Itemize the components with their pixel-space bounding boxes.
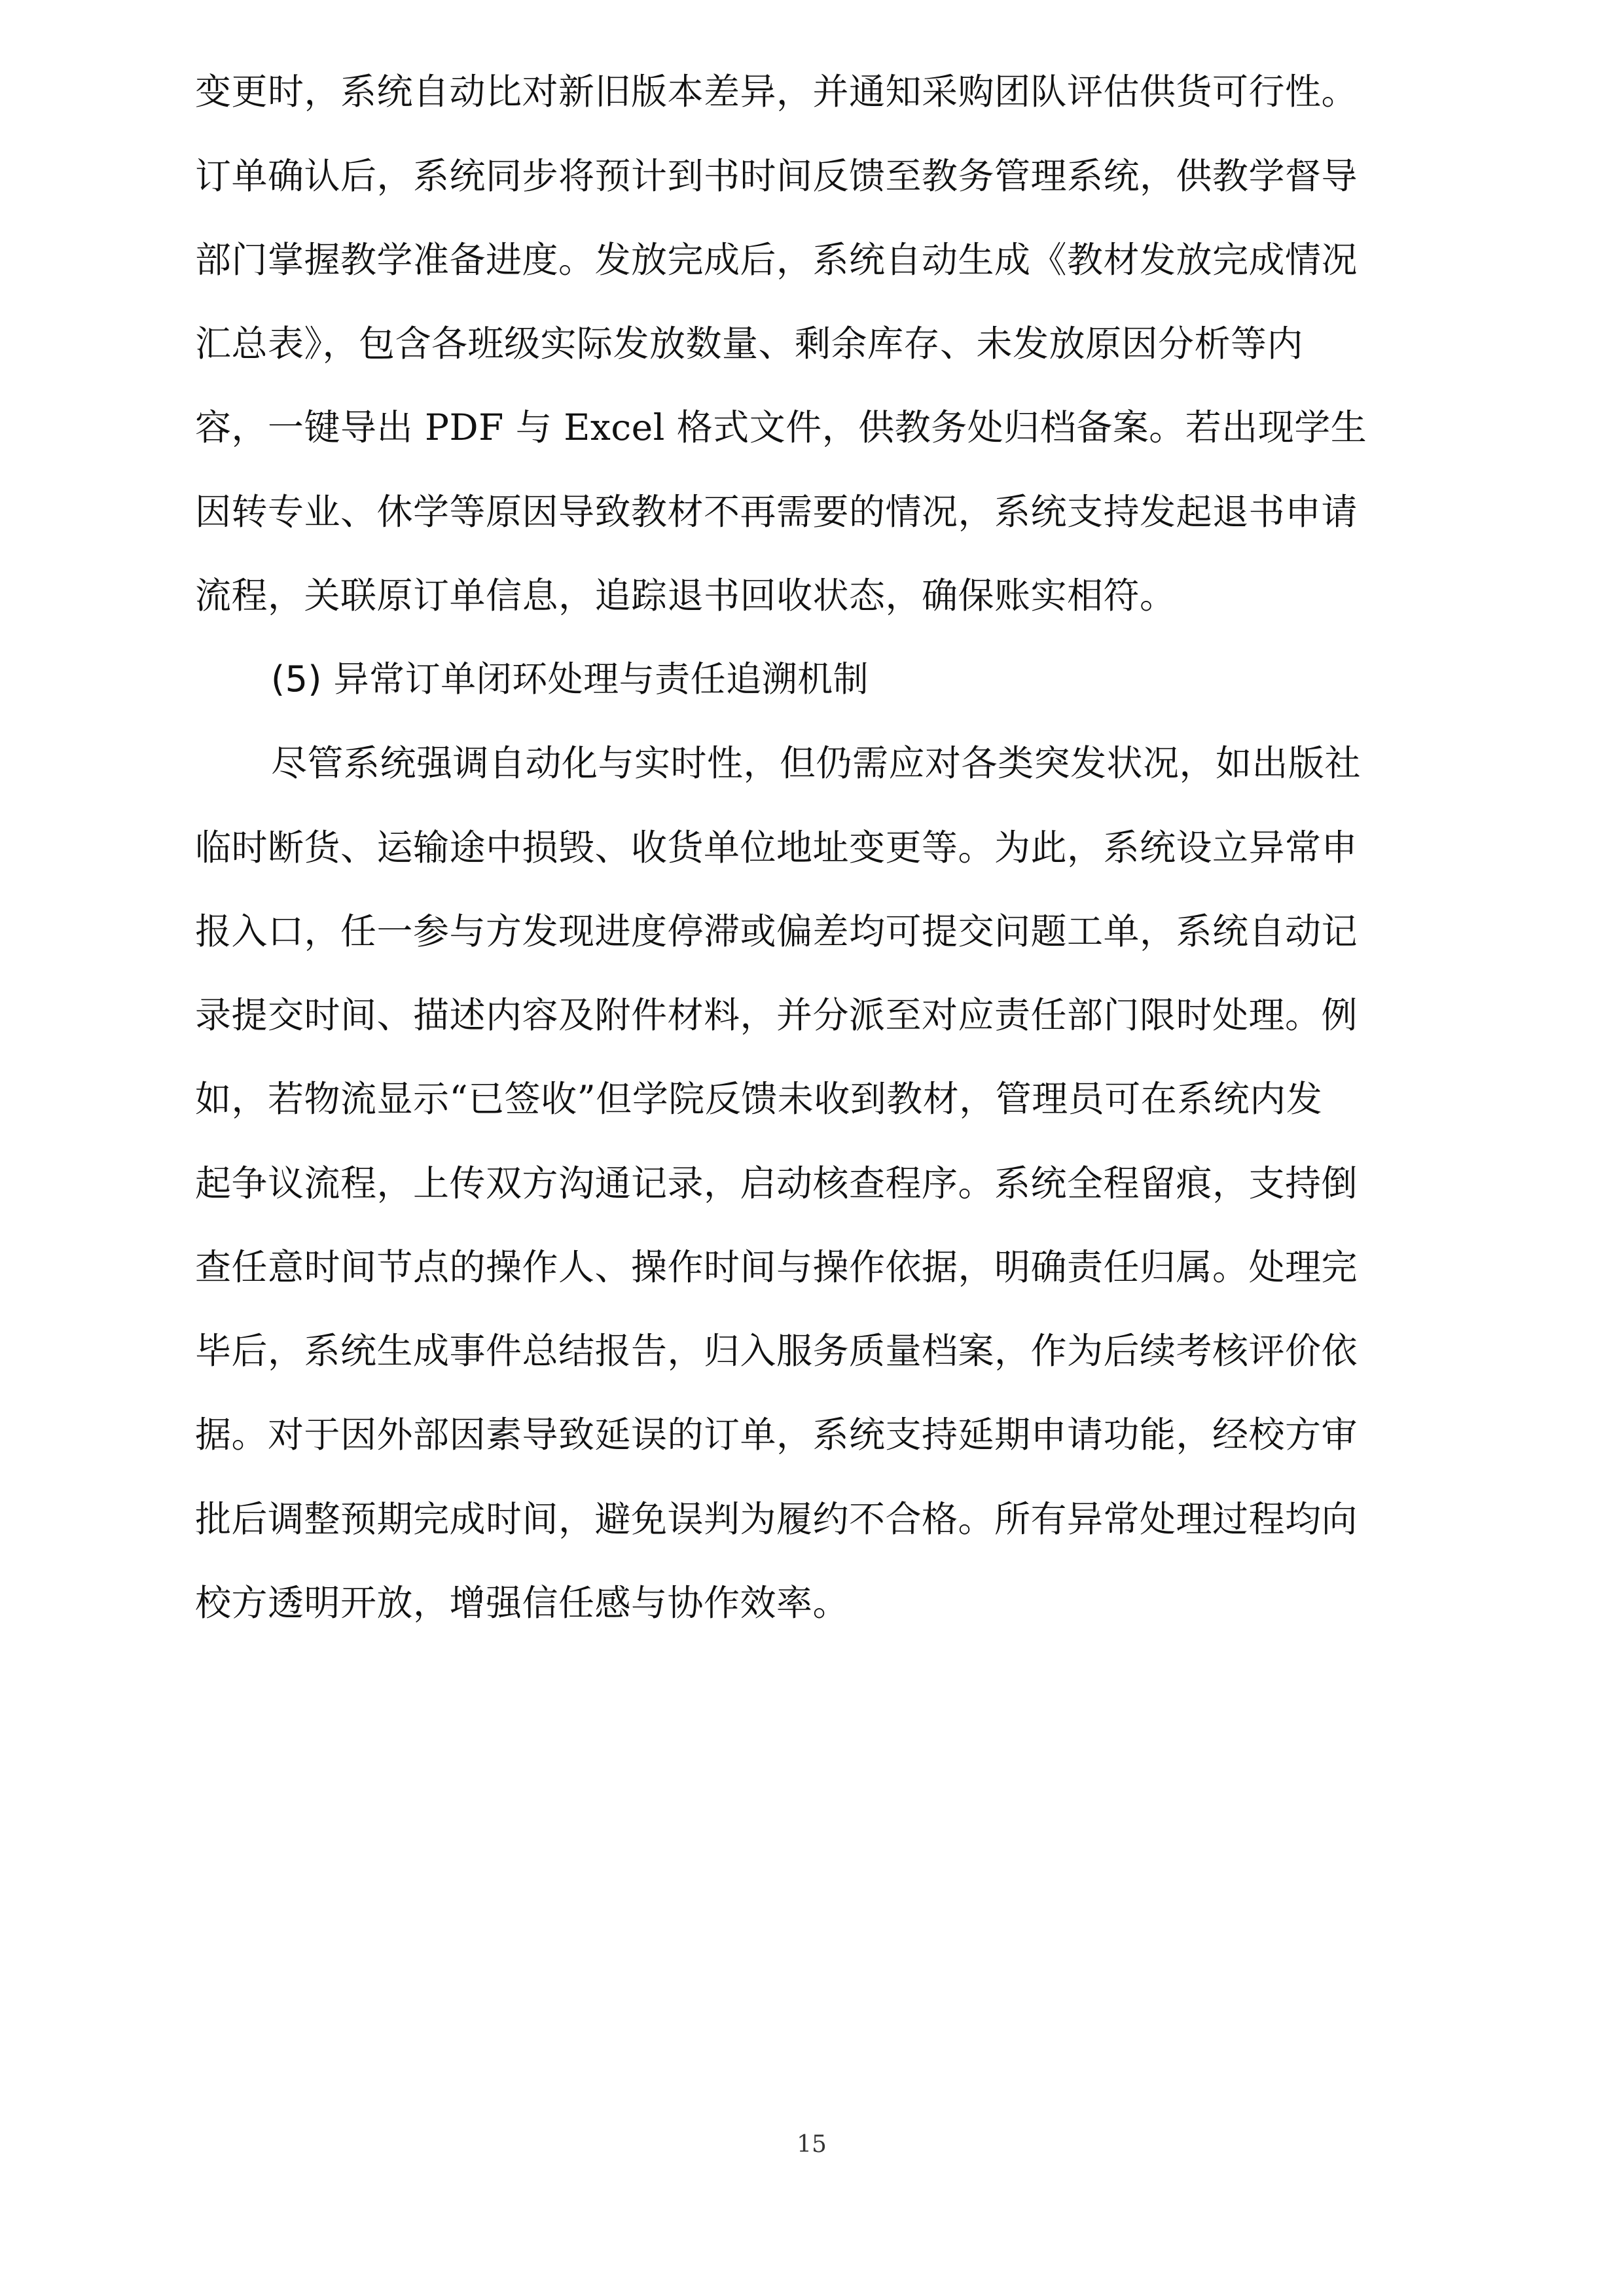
paragraph-1-line-3: 部门掌握教学准备进度。发放完成后，系统自动生成《教材发放完成情况 bbox=[195, 239, 1358, 281]
paragraph-2-line-1: 尽管系统强调自动化与实时性，但仍需应对各类突发状况，如出版社 bbox=[271, 742, 1362, 784]
paragraph-2-line-4: 录提交时间、描述内容及附件材料，并分派至对应责任部门限时处理。例 bbox=[195, 994, 1358, 1036]
paragraph-2-line-10: 批后调整预期完成时间，避免误判为履约不合格。所有异常处理过程均向 bbox=[195, 1498, 1358, 1540]
page-number: 15 bbox=[797, 2131, 827, 2158]
paragraph-1-line-6: 因转专业、休学等原因导致教材不再需要的情况，系统支持发起退书申请 bbox=[195, 491, 1358, 533]
paragraph-1-line-2: 订单确认后，系统同步将预计到书时间反馈至教务管理系统，供教学督导 bbox=[195, 155, 1358, 197]
paragraph-1-line-5: 容，一键导出 PDF 与 Excel 格式文件，供教务处归档备案。若出现学生 bbox=[195, 406, 1367, 448]
paragraph-2-line-9: 据。对于因外部因素导致延误的订单，系统支持延期申请功能，经校方审 bbox=[195, 1414, 1358, 1456]
paragraph-1-line-7: 流程，关联原订单信息，追踪退书回收状态，确保账实相符。 bbox=[195, 575, 1176, 617]
paragraph-2-line-2: 临时断货、运输途中损毁、收货单位地址变更等。为此，系统设立异常申 bbox=[195, 827, 1358, 869]
paragraph-2-line-6: 起争议流程，上传双方沟通记录，启动核查程序。系统全程留痕，支持倒 bbox=[195, 1162, 1358, 1204]
paragraph-2-line-8: 毕后，系统生成事件总结报告，归入服务质量档案，作为后续考核评价依 bbox=[195, 1330, 1358, 1372]
paragraph-2-line-7: 查任意时间节点的操作人、操作时间与操作依据，明确责任归属。处理完 bbox=[195, 1246, 1358, 1288]
paragraph-2-line-11: 校方透明开放，增强信任感与协作效率。 bbox=[195, 1582, 850, 1624]
paragraph-1-line-4: 汇总表》，包含各班级实际发放数量、剩余库存、未发放原因分析等内 bbox=[195, 323, 1304, 365]
section-heading: (5) 异常订单闭环处理与责任追溯机制 bbox=[271, 658, 869, 700]
paragraph-2-line-5: 如，若物流显示“已签收”但学院反馈未收到教材，管理员可在系统内发 bbox=[195, 1078, 1323, 1120]
paragraph-1-line-1: 变更时，系统自动比对新旧版本差异，并通知采购团队评估供货可行性。 bbox=[195, 71, 1358, 113]
paragraph-2-line-3: 报入口，任一参与方发现进度停滞或偏差均可提交问题工单，系统自动记 bbox=[195, 910, 1358, 952]
